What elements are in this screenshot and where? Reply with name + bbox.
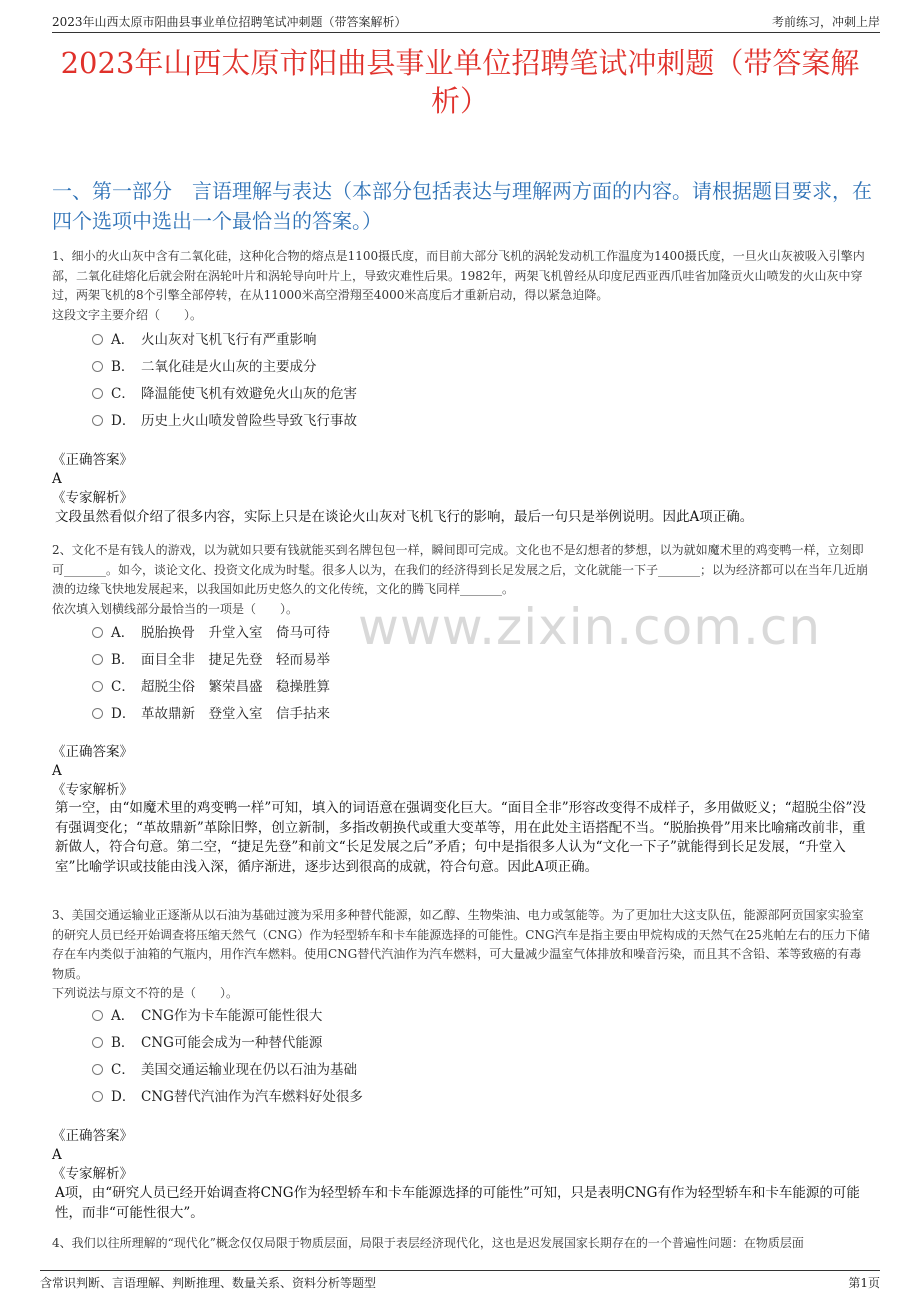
question-2-answer: 《正确答案》 A 《专家解析》 <box>52 743 872 800</box>
radio-icon[interactable] <box>92 654 103 665</box>
header-title: 2023年山西太原市阳曲县事业单位招聘笔试冲刺题（带答案解析） <box>52 15 407 29</box>
radio-icon[interactable] <box>92 1064 103 1075</box>
radio-icon[interactable] <box>92 361 103 372</box>
option-a[interactable]: A． CNG作为卡车能源可能性很大 <box>92 1000 363 1027</box>
question-1-answer: 《正确答案》 A 《专家解析》 <box>52 451 872 508</box>
answer-value: A <box>52 471 62 487</box>
question-2-prompt: 依次填入划横线部分最恰当的一项是（ ）。 <box>52 601 299 616</box>
question-1-stem: 1、细小的火山灰中含有二氧化硅，这种化合物的熔点是1100摄氏度，而目前大部分飞机的涡轮发动机工作温度为1400摄氏度，一旦火山灰被吸入引擎内部，二氧化硅熔化后就会附在涡轮叶片和涡轮导向叶片上，导致灾难性后果。1982年，两架飞机曾经从印度尼西亚西爪哇省加隆贡火山喷发的火山灰中穿过，两架飞机的8个引擎全部停转，在从11000米高空滑翔至4000米高度后才重新启动，得以紧急迫降。 这段文字主要介绍（ ）。 <box>52 249 865 322</box>
section-heading: 一、第一部分 言语理解与表达（本部分包括表达与理解两方面的内容。请根据题目要求，在四个选项中选出一个最恰当的答案。） <box>52 179 872 233</box>
footer-note: 含常识判断、言语理解、判断推理、数量关系、资料分析等题型 <box>40 1276 377 1290</box>
option-d[interactable]: D． 历史上火山喷发曾险些导致飞行事故 <box>92 405 357 432</box>
radio-icon[interactable] <box>92 415 103 426</box>
option-a[interactable]: A． 火山灰对飞机飞行有严重影响 <box>92 324 357 351</box>
option-a[interactable]: A． 脱胎换骨 升堂入室 倚马可待 <box>92 617 330 644</box>
radio-icon[interactable] <box>92 1010 103 1021</box>
header-slogan: 考前练习，冲刺上岸 <box>771 15 880 29</box>
answer-value: A <box>52 1147 62 1163</box>
option-b[interactable]: B． 面目全非 捷足先登 轻而易举 <box>92 644 330 671</box>
question-2-stem: 2、文化不是有钱人的游戏，以为就如只要有钱就能买到名牌包包一样，瞬间即可完成。文化也不是幻想者的梦想，以为就如魔术里的鸡变鸭一样，立刻即可_______。如今，谈论文化、投资文化成为时髦。很多人以为，在我们的经济得到长足发展之后，文化就能一下子_______；以为经济都可以在当年几近崩溃的边缘飞快地发展起来，以我国如此历史悠久的文化传统，文化的腾飞同样_______。 依次填入划横线部分最恰当的一项是（ ）。 <box>52 543 869 616</box>
question-1-options <box>92 324 357 432</box>
radio-icon[interactable] <box>92 708 103 719</box>
page-number: 第1页 <box>848 1276 880 1290</box>
radio-icon[interactable] <box>92 1091 103 1102</box>
option-c[interactable]: C． 美国交通运输业现在仍以石油为基础 <box>92 1054 363 1081</box>
question-3-options <box>92 1000 363 1108</box>
option-c[interactable]: C． 超脱尘俗 繁荣昌盛 稳操胜算 <box>92 671 330 698</box>
answer-value: A <box>52 763 62 779</box>
radio-icon[interactable] <box>92 334 103 345</box>
question-3-stem: 3、美国交通运输业正逐渐从以石油为基础过渡为采用多种替代能源，如乙醇、生物柴油、电力或氢能等。为了更加壮大这支队伍，能源部阿贡国家实验室的研究人员已经开始调查将压缩天然气（CNG）作为轻型轿车和卡车能源选择的可能性。CNG汽车是指主要由甲烷构成的天然气在25兆帕左右的压力下储存在车内类似于油箱的气瓶内，用作汽车燃料。使用CNG替代汽油作为汽车燃料，可大量减少温室气体排放和噪音污染，而且其不含铅、苯等致癌的有毒物质。 下列说法与原文不符的是（ ）。 <box>52 908 870 1000</box>
question-2-options <box>92 617 330 725</box>
option-b[interactable]: B． 二氧化硅是火山灰的主要成分 <box>92 351 357 378</box>
radio-icon[interactable] <box>92 627 103 638</box>
question-1-analysis: 文段虽然看似介绍了很多内容，实际上只是在谈论火山灰对飞机飞行的影响，最后一句只是举例说明。因此A项正确。 <box>55 509 754 525</box>
radio-icon[interactable] <box>92 681 103 692</box>
question-3-prompt: 下列说法与原文不符的是（ ）。 <box>52 986 239 1000</box>
page-footer <box>40 1270 880 1291</box>
radio-icon[interactable] <box>92 388 103 399</box>
question-3-analysis: A项，由“研究人员已经开始调查将CNG作为轻型轿车和卡车能源选择的可能性”可知，只是表明CNG有作为轻型轿车和卡车能源的可能性，而非“可能性很大”。 <box>55 1185 860 1221</box>
question-2-analysis: 第一空，由“如魔术里的鸡变鸭一样”可知，填入的词语意在强调变化巨大。“面目全非”形容改变得不成样子，多用做贬义；“超脱尘俗”没有强调变化；“革故鼎新”革除旧弊，创立新制，多指改朝换代或重大变革等，用在此处主语搭配不当。“脱胎换骨”用来比喻痛改前非，重新做人，符合句意。第二空，“捷足先登”和前文“长足发展之后”矛盾；句中是指很多人认为“文化一下子”就能得到长足发展，“升堂入室”比喻学识或技能由浅入深，循序渐进，逐步达到很高的成就，符合句意。因此A项正确。 <box>55 800 866 875</box>
radio-icon[interactable] <box>92 1037 103 1048</box>
option-b[interactable]: B． CNG可能会成为一种替代能源 <box>92 1027 363 1054</box>
option-c[interactable]: C． 降温能使飞机有效避免火山灰的危害 <box>92 378 357 405</box>
option-d[interactable]: D． CNG替代汽油作为汽车燃料好处很多 <box>92 1081 363 1108</box>
question-4-stem: 4、我们以往所理解的“现代化”概念仅仅局限于物质层面，局限于表层经济现代化，这也是迟发展国家长期存在的一个普遍性问题：在物质层面 <box>52 1236 804 1250</box>
watermark: www.zixin.com.cn <box>358 598 822 656</box>
option-d[interactable]: D． 革故鼎新 登堂入室 信手拈来 <box>92 698 330 725</box>
question-1-prompt: 这段文字主要介绍（ ）。 <box>52 307 203 322</box>
page-header <box>52 8 880 33</box>
document-title: 2023年山西太原市阳曲县事业单位招聘笔试冲刺题（带答案解析） <box>60 46 860 118</box>
question-3-answer: 《正确答案》 A 《专家解析》 <box>52 1127 872 1184</box>
